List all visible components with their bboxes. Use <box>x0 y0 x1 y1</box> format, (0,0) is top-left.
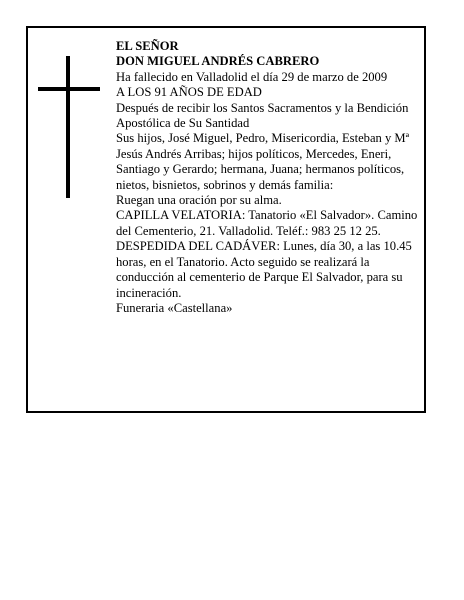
funeral-home: Funeraria «Castellana» <box>116 300 233 315</box>
cross-icon <box>38 56 100 198</box>
farewell-info: DESPEDIDA DEL CADÁVER: Lunes, día 30, a las 10.45 horas, en el Tanatorio. Acto seguido se realizará la conducción al cementerio de Parque El Salvador, para su incineración. <box>116 239 412 300</box>
prayer-request: Ruegan una oración por su alma. <box>116 193 282 208</box>
sacraments-statement: Después de recibir los Santos Sacramentos y la Bendición Apostólica de Su Santidad <box>116 100 409 131</box>
deceased-name: DON MIGUEL ANDRÉS CABRERO <box>116 54 320 69</box>
wake-info: CAPILLA VELATORIA: Tanatorio «El Salvador». Camino del Cementerio, 21. Valladolid. Teléf.: 983 25 12 25. <box>116 208 418 238</box>
death-statement: Ha fallecido en Valladolid el día 29 de marzo de 2009 <box>116 69 388 84</box>
cross-vertical-bar <box>66 56 70 198</box>
cross-horizontal-bar <box>38 87 100 91</box>
family-statement: Sus hijos, José Miguel, Pedro, Misericordia, Esteban y Mª Jesús Andrés Arribas; hijos políticos, Mercedes, Eneri, Santiago y Gerardo; hermana, Juana; hermanos políticos, nietos, bisnietos, sobrinos y demás familia: <box>116 131 410 192</box>
notice-text <box>116 39 422 316</box>
age-statement: A LOS 91 AÑOS DE EDAD <box>116 85 262 100</box>
notice-title: EL SEÑOR <box>116 39 179 53</box>
obituary-notice <box>26 26 426 413</box>
